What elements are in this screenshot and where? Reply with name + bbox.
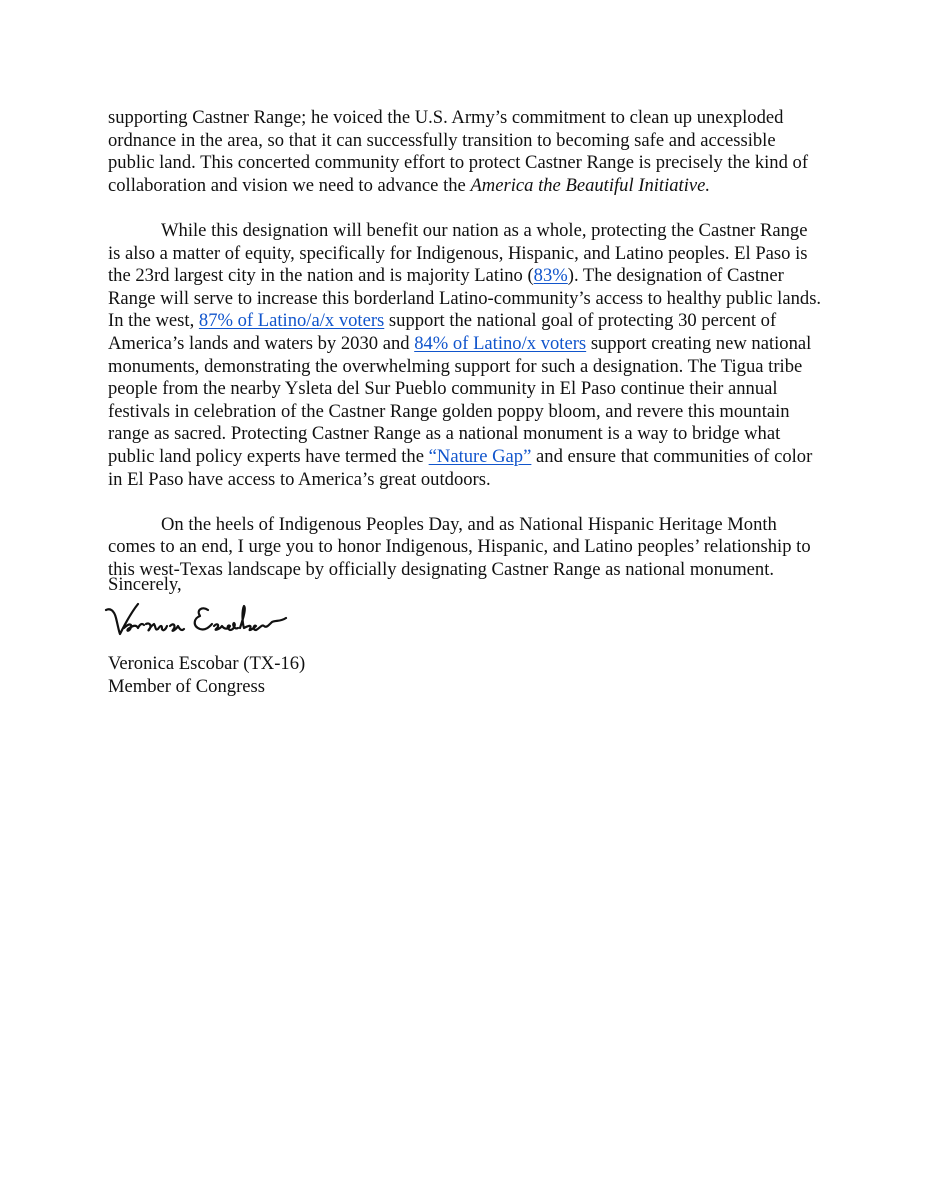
paragraph-request: On the heels of Indigenous Peoples Day, and as National Hispanic Heritage Month comes to an end, I urge you to honor Indigenous, Hispanic, and Latino peoples’ relationship to this west-Texas landscape by officially designating Castner Range as national monument. [108, 513, 811, 580]
handwritten-signature [104, 596, 294, 646]
initiative-name: America the Beautiful Initiative. [470, 174, 711, 196]
paragraph-text: support the national goal of protecting 30 percent of America’s lands and waters by 2030 and [108, 310, 777, 354]
letter-body [108, 107, 823, 581]
latino-voters-poll-link[interactable]: 87% of Latino/a/x voters [198, 310, 385, 332]
nature-gap-link[interactable]: “Nature Gap” [428, 445, 532, 467]
latino-percentage-link[interactable]: 83% [533, 265, 568, 287]
paragraph-text: While this designation will benefit our nation as a whole, protecting the Castner Range is also a matter of equity, specifically for Indigenous, Hispanic, and Latino peoples. El Paso is the 23rd largest city in the nation and is majority Latino ( [108, 219, 808, 287]
paragraph-text: ). The designation of Castner Range will serve to increase this borderland Latino-community’s access to healthy public lands. In the west, [108, 265, 822, 332]
paragraph-equity [108, 220, 823, 491]
signer-name: Veronica Escobar (TX-16) [108, 653, 306, 674]
paragraph-army-commitment [108, 107, 823, 197]
closing-salutation: Sincerely, [108, 574, 182, 595]
paragraph-text: and ensure that communities of color in El Paso have access to America’s great outdoors. [108, 445, 813, 490]
signer-title: Member of Congress [108, 675, 265, 697]
paragraph-text: supporting Castner Range; he voiced the U.S. Army’s commitment to clean up unexploded ordnance in the area, so that it can successfully transition to becoming safe and accessible public land. This concerted community effort to protect Castner Range is precisely the kind of collaboration and vision we need to advance the [108, 107, 809, 196]
signer-block [108, 653, 305, 698]
national-monuments-poll-link[interactable]: 84% of Latino/x voters [414, 332, 587, 354]
paragraph-text: support creating new national monuments, demonstrating the overwhelming support for such a designation. The Tigua tribe people from the nearby Ysleta del Sur Pueblo community in El Paso continue their annual festivals in celebration of the Castner Range golden poppy bloom, and revere this mountain range as sacred. Protecting Castner Range as a national monument is a way to bridge what public land policy experts have termed the [108, 332, 812, 467]
